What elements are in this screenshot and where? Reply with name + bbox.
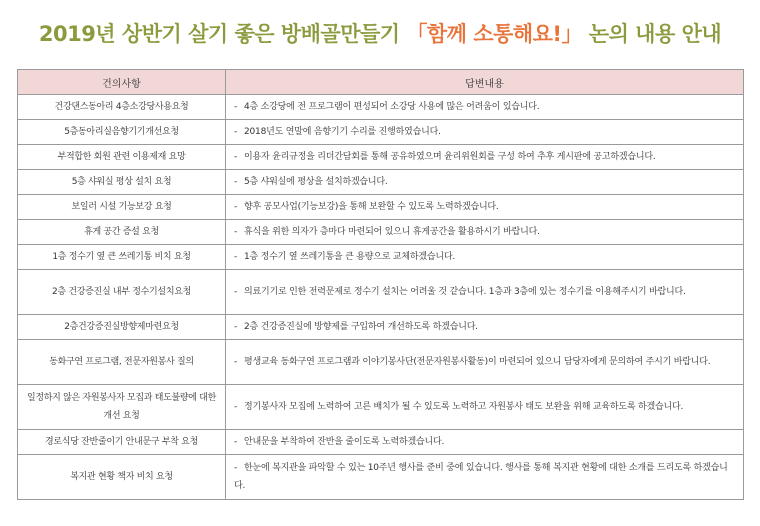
table-row (18, 120, 744, 145)
answer-cell (226, 145, 744, 170)
suggestion-cell: 일정하지 않은 자원봉사자 모집과 태도불량에 대한 개선 요청 (18, 385, 226, 430)
table-row (18, 385, 744, 430)
table-row (18, 315, 744, 340)
table-row (18, 95, 744, 120)
bullet-dash: - (234, 287, 238, 297)
answer-cell (226, 120, 744, 145)
bullet-dash: - (234, 357, 238, 367)
suggestion-cell: 보일러 시설 기능보강 요청 (18, 195, 226, 220)
suggestion-cell: 경로식당 잔반줄이기 안내문구 부착 요청 (18, 430, 226, 455)
table-row (18, 170, 744, 195)
answer-text: 2018년도 연말에 음향기기 수리를 진행하였습니다. (244, 127, 441, 137)
answer-text: 5층 샤워실에 평상을 설치하겠습니다. (244, 177, 388, 187)
table-row (18, 270, 744, 315)
suggestion-cell: 2층 건강증진실 내부 정수기설치요청 (18, 270, 226, 315)
bullet-dash: - (234, 437, 238, 447)
suggestion-cell: 2층건강증진실방향제마련요청 (18, 315, 226, 340)
answer-text: 정기봉사자 모집에 노력하여 고른 배치가 될 수 있도록 노력하고 자원봉사 태도 보완을 위해 교육하도록 하겠습니다. (244, 402, 684, 412)
bullet-dash: - (234, 322, 238, 332)
answer-text: 향후 공모사업(기능보강)을 통해 보완할 수 있도록 노력하겠습니다. (244, 202, 499, 212)
answer-cell (226, 245, 744, 270)
suggestion-cell: 복지관 현황 책자 비치 요청 (18, 455, 226, 500)
table-row (18, 195, 744, 220)
answer-text: 안내문을 부착하여 잔반을 줄이도록 노력하겠습니다. (244, 437, 445, 447)
answer-text: 평생교육 동화구연 프로그램과 이야기봉사단(전문자원봉사활동)이 마련되어 있으니 담당자에게 문의하여 주시기 바랍니다. (244, 357, 711, 367)
answer-cell (226, 195, 744, 220)
bullet-dash: - (234, 463, 238, 473)
title-prefix: 2019년 상반기 살기 좋은 방배골만들기 (38, 22, 400, 46)
answer-text: 1층 정수기 옆 쓰레기통을 큰 용량으로 교체하겠습니다. (244, 252, 456, 262)
bullet-dash: - (234, 177, 238, 187)
answer-text: 2층 건강증진실에 방향제를 구입하여 개선하도록 하겠습니다. (244, 322, 478, 332)
answer-cell (226, 455, 744, 500)
table-row (18, 145, 744, 170)
answer-cell (226, 220, 744, 245)
answer-cell (226, 340, 744, 385)
suggestion-cell: 건강댄스동아리 4층소강당사용요청 (18, 95, 226, 120)
table-row (18, 245, 744, 270)
answer-text: 의료기기로 인한 전력문제로 정수기 설치는 어려울 것 같습니다. 1층과 3층에 있는 정수기를 이용해주시기 바랍니다. (244, 287, 686, 297)
answer-text: 이용자 윤리규정을 리더간담회를 통해 공유하였으며 윤리위원회를 구성 하여 추후 게시판에 공고하겠습니다. (244, 152, 656, 162)
title-highlight: 「함께 소통해요!」 (406, 22, 582, 46)
answer-cell (226, 270, 744, 315)
bullet-dash: - (234, 202, 238, 212)
answer-cell (226, 315, 744, 340)
suggestion-cell: 5층동아리실음향기기개선요청 (18, 120, 226, 145)
answer-text: 4층 소강당에 전 프로그램이 편성되어 소강당 사용에 많은 어려움이 있습니다. (244, 102, 540, 112)
suggestion-cell: 부적합한 회원 관련 이용제재 요망 (18, 145, 226, 170)
table-row (18, 340, 744, 385)
suggestion-cell: 5층 샤워실 평상 설치 요청 (18, 170, 226, 195)
answer-cell (226, 385, 744, 430)
bullet-dash: - (234, 127, 238, 137)
header-suggestion: 건의사항 (18, 70, 226, 95)
answer-text: 한눈에 복지관을 파악할 수 있는 10주년 행사를 준비 중에 있습니다. 행사를 통해 복지관 현황에 대한 소개를 드리도록 하겠습니다. (234, 463, 728, 491)
table-header-row (18, 70, 744, 95)
page-title (0, 18, 760, 48)
answer-cell (226, 430, 744, 455)
answer-text: 휴식을 위한 의자가 층마다 마련되어 있으니 휴게공간을 활용하시기 바랍니다. (244, 227, 540, 237)
title-suffix: 논의 내용 안내 (588, 22, 722, 46)
table-row (18, 430, 744, 455)
suggestion-cell: 1층 정수기 옆 큰 쓰레기통 비치 요청 (18, 245, 226, 270)
table-row (18, 220, 744, 245)
answer-cell (226, 170, 744, 195)
answer-cell (226, 95, 744, 120)
suggestion-table (17, 69, 744, 500)
suggestion-cell: 휴게 공간 증설 요청 (18, 220, 226, 245)
header-answer: 답변내용 (226, 70, 744, 95)
bullet-dash: - (234, 152, 238, 162)
bullet-dash: - (234, 252, 238, 262)
bullet-dash: - (234, 227, 238, 237)
table-row (18, 455, 744, 500)
suggestion-cell: 동화구연 프로그램, 전문자원봉사 질의 (18, 340, 226, 385)
bullet-dash: - (234, 402, 238, 412)
bullet-dash: - (234, 102, 238, 112)
